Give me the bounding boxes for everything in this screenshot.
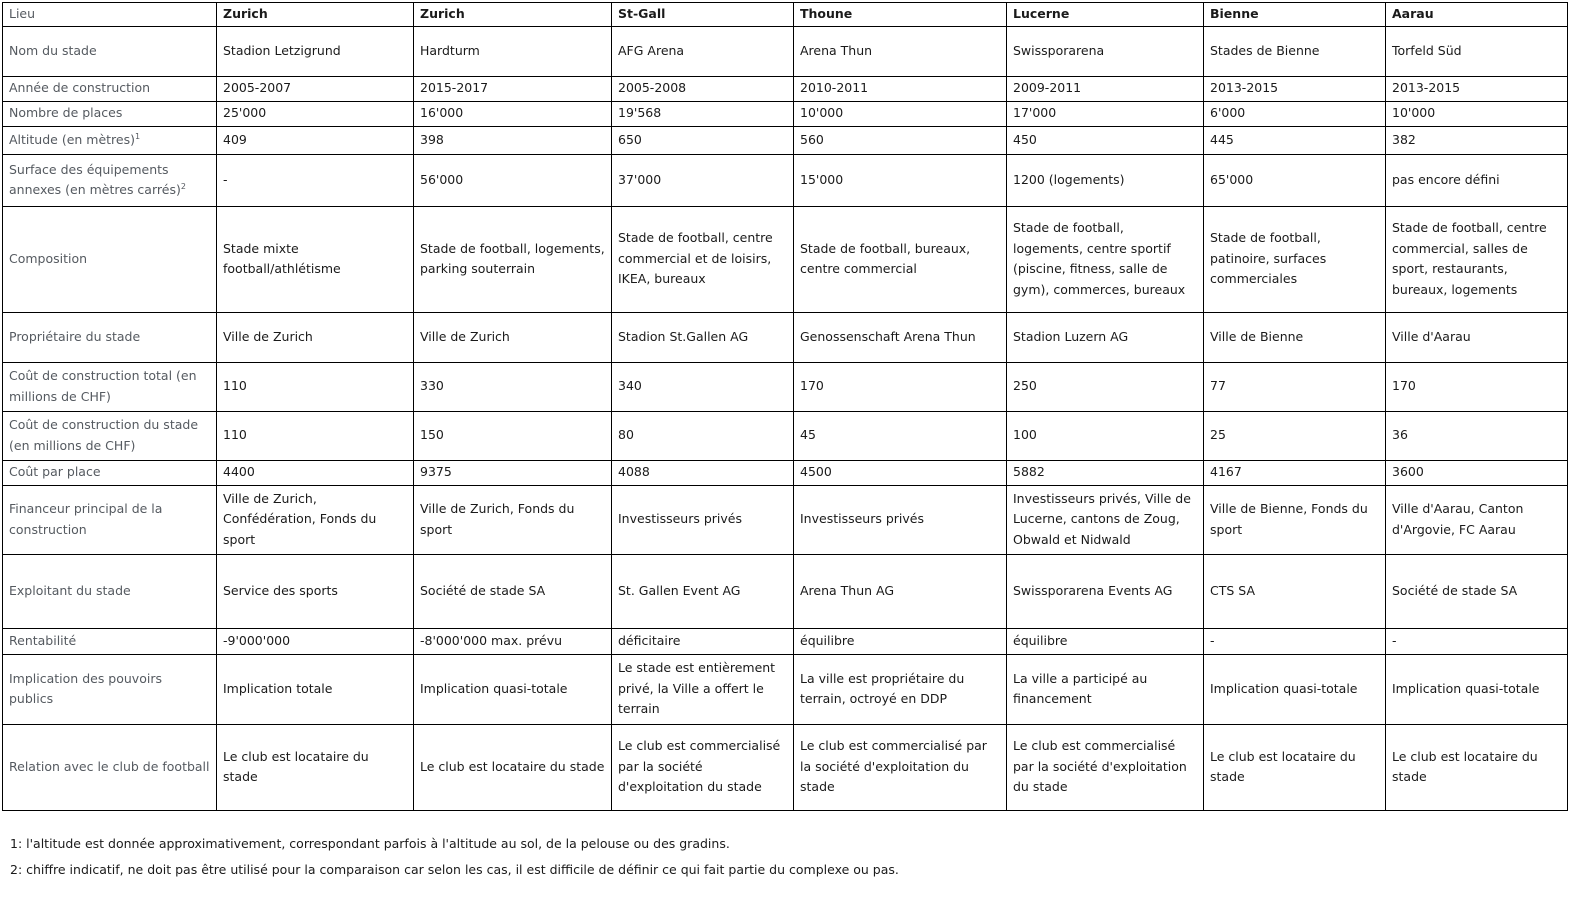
- table-cell: Stade de football, bureaux, centre commercial: [794, 206, 1007, 312]
- table-cell: Stade de football, centre commercial, salles de sport, restaurants, bureaux, logements: [1386, 206, 1568, 312]
- table-cell: St. Gallen Event AG: [612, 554, 794, 628]
- table-cell: Société de stade SA: [1386, 554, 1568, 628]
- table-header-row: [3, 3, 1568, 27]
- table-cell: Société de stade SA: [414, 554, 612, 628]
- table-cell: 382: [1386, 126, 1568, 154]
- table-cell: Ville d'Aarau, Canton d'Argovie, FC Aarau: [1386, 485, 1568, 554]
- table-cell: Stade de football, centre commercial et de loisirs, IKEA, bureaux: [612, 206, 794, 312]
- table-cell: 2005-2007: [217, 76, 414, 101]
- table-row: [3, 126, 1568, 154]
- table-cell: 25'000: [217, 101, 414, 126]
- table-cell: 4167: [1204, 460, 1386, 485]
- table-cell: Ville de Zurich, Fonds du sport: [414, 485, 612, 554]
- table-cell: 409: [217, 126, 414, 154]
- row-label: Coût de construction total (en millions de CHF): [3, 362, 217, 411]
- table-cell: 445: [1204, 126, 1386, 154]
- table-cell: 10'000: [794, 101, 1007, 126]
- table-cell: 330: [414, 362, 612, 411]
- table-cell: Service des sports: [217, 554, 414, 628]
- table-cell: Ville de Zurich: [217, 312, 414, 362]
- header-cell: St-Gall: [612, 3, 794, 27]
- table-cell: Ville de Zurich, Confédération, Fonds du sport: [217, 485, 414, 554]
- table-cell: 25: [1204, 411, 1386, 460]
- table-cell: Investisseurs privés: [794, 485, 1007, 554]
- table-row: [3, 485, 1568, 554]
- table-cell: 15'000: [794, 154, 1007, 206]
- header-cell: Thoune: [794, 3, 1007, 27]
- row-label: Coût par place: [3, 460, 217, 485]
- row-label: Nombre de places: [3, 101, 217, 126]
- table-cell: -9'000'000: [217, 628, 414, 654]
- table-cell: 560: [794, 126, 1007, 154]
- table-cell: 19'568: [612, 101, 794, 126]
- table-cell: 2015-2017: [414, 76, 612, 101]
- table-cell: -8'000'000 max. prévu: [414, 628, 612, 654]
- table-cell: 150: [414, 411, 612, 460]
- table-cell: Le club est commercialisé par la société d'exploitation du stade: [1007, 724, 1204, 810]
- table-row: [3, 76, 1568, 101]
- table-cell: Investisseurs privés: [612, 485, 794, 554]
- table-cell: 4400: [217, 460, 414, 485]
- table-cell: Torfeld Süd: [1386, 26, 1568, 76]
- row-label: Coût de construction du stade (en millions de CHF): [3, 411, 217, 460]
- table-row: [3, 206, 1568, 312]
- table-cell: 6'000: [1204, 101, 1386, 126]
- table-cell: -: [1386, 628, 1568, 654]
- table-cell: Le club est commercialisé par la société d'exploitation du stade: [794, 724, 1007, 810]
- table-cell: 1200 (logements): [1007, 154, 1204, 206]
- table-cell: 2013-2015: [1204, 76, 1386, 101]
- table-cell: Genossenschaft Arena Thun: [794, 312, 1007, 362]
- table-cell: Le club est locataire du stade: [1386, 724, 1568, 810]
- table-row: [3, 411, 1568, 460]
- table-cell: Stades de Bienne: [1204, 26, 1386, 76]
- table-cell: Stadion Letzigrund: [217, 26, 414, 76]
- table-cell: 10'000: [1386, 101, 1568, 126]
- row-label: [3, 154, 217, 206]
- table-cell: Arena Thun AG: [794, 554, 1007, 628]
- table-cell: Ville de Bienne: [1204, 312, 1386, 362]
- table-cell: 100: [1007, 411, 1204, 460]
- table-cell: 36: [1386, 411, 1568, 460]
- stadium-comparison-table: [2, 2, 1568, 811]
- table-row: [3, 628, 1568, 654]
- table-cell: La ville est propriétaire du terrain, octroyé en DDP: [794, 654, 1007, 724]
- header-cell: Zurich: [414, 3, 612, 27]
- table-cell: 110: [217, 362, 414, 411]
- table-cell: 5882: [1007, 460, 1204, 485]
- table-row: [3, 654, 1568, 724]
- table-cell: équilibre: [794, 628, 1007, 654]
- table-cell: Implication quasi-totale: [1204, 654, 1386, 724]
- row-label: Rentabilité: [3, 628, 217, 654]
- table-cell: Le stade est entièrement privé, la Ville a offert le terrain: [612, 654, 794, 724]
- table-cell: -: [1204, 628, 1386, 654]
- table-cell: 398: [414, 126, 612, 154]
- table-cell: 3600: [1386, 460, 1568, 485]
- table-cell: Swissporarena: [1007, 26, 1204, 76]
- table-cell: Le club est locataire du stade: [414, 724, 612, 810]
- row-label-text: Altitude (en mètres): [9, 131, 135, 147]
- table-row: [3, 154, 1568, 206]
- table-cell: 45: [794, 411, 1007, 460]
- table-row: [3, 101, 1568, 126]
- table-cell: -: [217, 154, 414, 206]
- table-cell: Stadion St.Gallen AG: [612, 312, 794, 362]
- table-cell: CTS SA: [1204, 554, 1386, 628]
- table-cell: 340: [612, 362, 794, 411]
- table-cell: Stadion Luzern AG: [1007, 312, 1204, 362]
- table-cell: Stade de football, logements, parking souterrain: [414, 206, 612, 312]
- header-cell: Zurich: [217, 3, 414, 27]
- table-cell: 2005-2008: [612, 76, 794, 101]
- footnote-marker: 2: [180, 181, 186, 191]
- table-cell: Le club est locataire du stade: [1204, 724, 1386, 810]
- row-label-text: Surface des équipements annexes (en mètres carrés): [9, 161, 181, 197]
- table-cell: Stade mixte football/athlétisme: [217, 206, 414, 312]
- table-cell: Ville de Zurich: [414, 312, 612, 362]
- table-cell: 170: [794, 362, 1007, 411]
- table-cell: pas encore défini: [1386, 154, 1568, 206]
- table-row: [3, 312, 1568, 362]
- table-cell: 80: [612, 411, 794, 460]
- footnote: 2: chiffre indicatif, ne doit pas être utilisé pour la comparaison car selon les cas, il est difficile de définir ce qui fait partie du complexe ou pas.: [10, 862, 899, 877]
- row-label: Financeur principal de la construction: [3, 485, 217, 554]
- table-cell: 2009-2011: [1007, 76, 1204, 101]
- table-cell: 16'000: [414, 101, 612, 126]
- stadium-comparison-sheet: [2, 2, 1567, 811]
- table-cell: Stade de football, patinoire, surfaces commerciales: [1204, 206, 1386, 312]
- row-label: [3, 126, 217, 154]
- header-cell: Aarau: [1386, 3, 1568, 27]
- table-cell: 17'000: [1007, 101, 1204, 126]
- table-cell: Le club est locataire du stade: [217, 724, 414, 810]
- table-cell: 250: [1007, 362, 1204, 411]
- row-label: Année de construction: [3, 76, 217, 101]
- row-label: Propriétaire du stade: [3, 312, 217, 362]
- table-row: [3, 460, 1568, 485]
- table-cell: 2010-2011: [794, 76, 1007, 101]
- table-cell: 37'000: [612, 154, 794, 206]
- table-cell: 65'000: [1204, 154, 1386, 206]
- table-cell: équilibre: [1007, 628, 1204, 654]
- row-label: Composition: [3, 206, 217, 312]
- footnote: 1: l'altitude est donnée approximativement, correspondant parfois à l'altitude au sol, de la pelouse ou des gradins.: [10, 836, 730, 851]
- table-cell: 170: [1386, 362, 1568, 411]
- table-cell: 110: [217, 411, 414, 460]
- table-cell: 77: [1204, 362, 1386, 411]
- footnotes: [10, 835, 1570, 887]
- table-cell: Ville de Bienne, Fonds du sport: [1204, 485, 1386, 554]
- table-cell: Le club est commercialisé par la société d'exploitation du stade: [612, 724, 794, 810]
- header-label-cell: Lieu: [3, 3, 217, 27]
- table-cell: 4500: [794, 460, 1007, 485]
- table-cell: Implication totale: [217, 654, 414, 724]
- table-cell: Implication quasi-totale: [1386, 654, 1568, 724]
- table-cell: Arena Thun: [794, 26, 1007, 76]
- table-cell: Implication quasi-totale: [414, 654, 612, 724]
- table-cell: 4088: [612, 460, 794, 485]
- table-row: [3, 26, 1568, 76]
- row-label: Nom du stade: [3, 26, 217, 76]
- table-row: [3, 724, 1568, 810]
- table-cell: Investisseurs privés, Ville de Lucerne, cantons de Zoug, Obwald et Nidwald: [1007, 485, 1204, 554]
- table-cell: 650: [612, 126, 794, 154]
- row-label: Exploitant du stade: [3, 554, 217, 628]
- header-cell: Lucerne: [1007, 3, 1204, 27]
- table-cell: Stade de football, logements, centre sportif (piscine, fitness, salle de gym), commerces, bureaux: [1007, 206, 1204, 312]
- table-cell: Ville d'Aarau: [1386, 312, 1568, 362]
- table-cell: La ville a participé au financement: [1007, 654, 1204, 724]
- row-label: Implication des pouvoirs publics: [3, 654, 217, 724]
- table-cell: 2013-2015: [1386, 76, 1568, 101]
- table-cell: Swissporarena Events AG: [1007, 554, 1204, 628]
- table-row: [3, 554, 1568, 628]
- table-cell: 56'000: [414, 154, 612, 206]
- table-cell: AFG Arena: [612, 26, 794, 76]
- table-cell: 450: [1007, 126, 1204, 154]
- table-cell: 9375: [414, 460, 612, 485]
- footnote-marker: 1: [135, 131, 141, 141]
- table-cell: déficitaire: [612, 628, 794, 654]
- header-cell: Bienne: [1204, 3, 1386, 27]
- table-row: [3, 362, 1568, 411]
- row-label: Relation avec le club de football: [3, 724, 217, 810]
- table-cell: Hardturm: [414, 26, 612, 76]
